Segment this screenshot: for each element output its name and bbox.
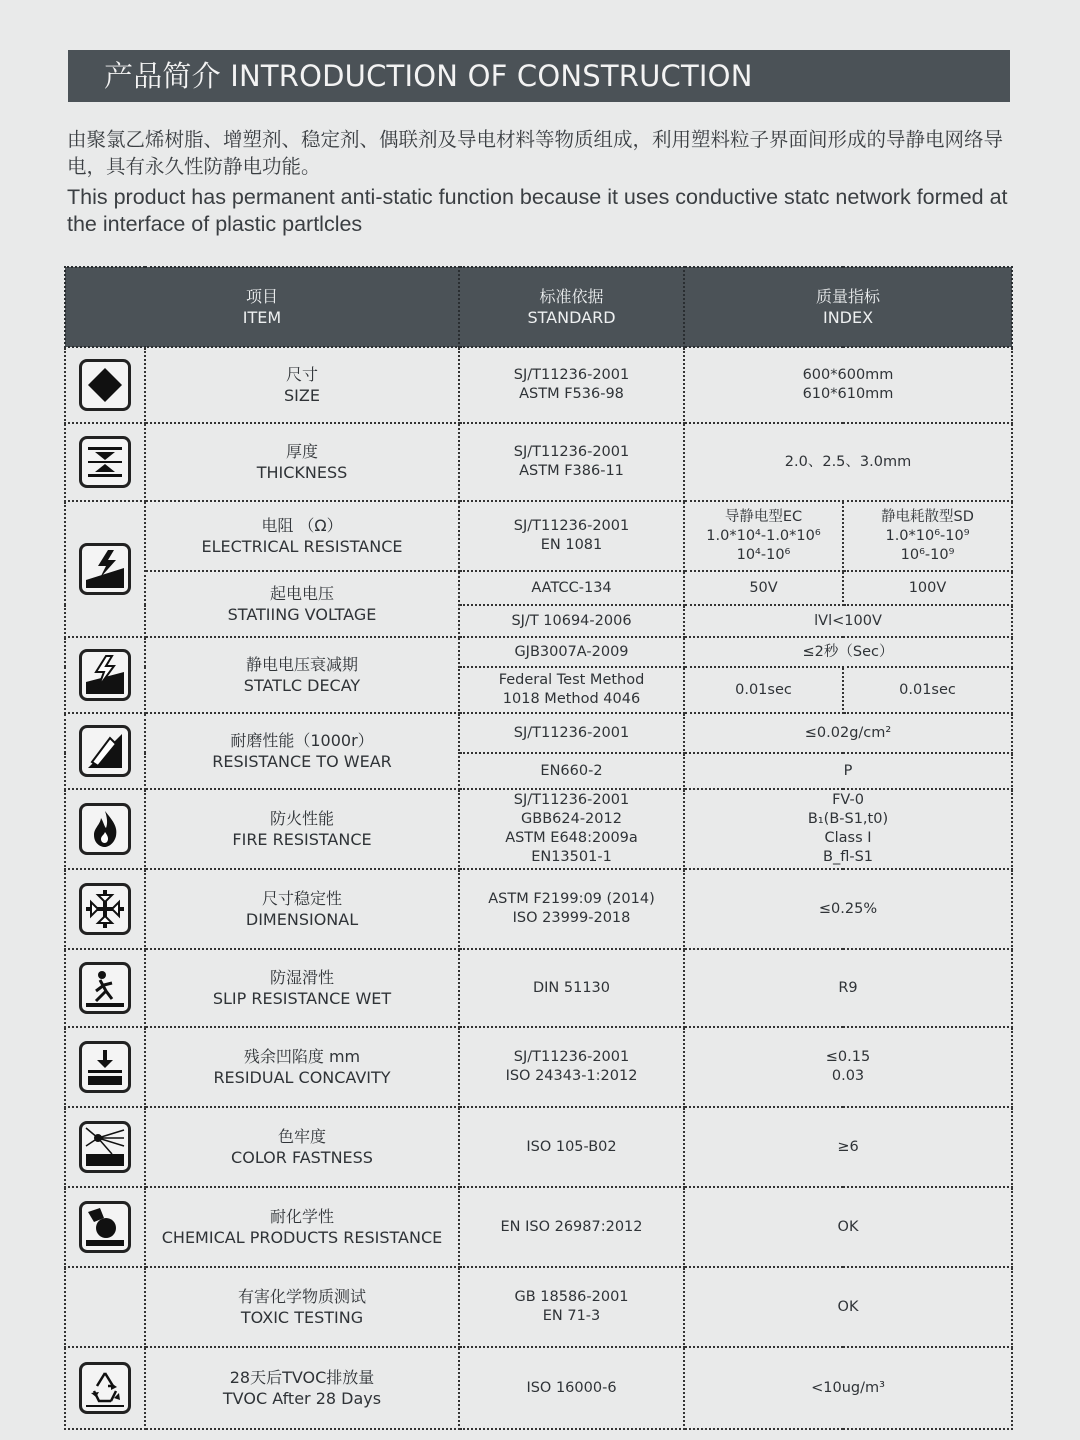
standard-tvoc: ISO 16000-6 <box>459 1347 684 1429</box>
item-dimensional: 尺寸稳定性 DIMENSIONAL <box>145 869 459 949</box>
lightning-decay-icon <box>79 649 131 701</box>
table-row <box>65 347 1012 423</box>
recycle-icon <box>79 1362 131 1414</box>
intro-text-cn: 由聚氯乙烯树脂、增塑剂、稳定剂、偶联剂及导电材料等物质组成，利用塑料粒子界面间形成的导静电网络导电，具有永久性防静电功能。 <box>67 128 1004 178</box>
table-row <box>65 869 1012 949</box>
lightning-floor-icon <box>79 543 131 595</box>
standard-resistance: SJ/T11236-2001 EN 1081 <box>459 501 684 571</box>
table-row <box>65 1187 1012 1267</box>
sunlight-icon <box>79 1121 131 1173</box>
item-wear: 耐磨性能（1000r） RESISTANCE TO WEAR <box>145 713 459 789</box>
resistance-icon-cell <box>65 501 145 637</box>
intro-text-en: This product has permanent anti-static function because it uses conductive statc network formed at the interface of plastic partlcles <box>67 185 1008 236</box>
table-row <box>65 423 1012 501</box>
table-row <box>65 949 1012 1027</box>
index-voltage-sd: 100V <box>843 571 1012 605</box>
table-header-row <box>65 267 1012 347</box>
diamond-size-icon <box>79 359 131 411</box>
concavity-icon-cell <box>65 1027 145 1107</box>
index-resistance-ec: 导静电型EC 1.0*10⁴-1.0*10⁶ 10⁴-10⁶ <box>684 501 843 571</box>
item-decay: 静电电压衰减期 STATLC DECAY <box>145 637 459 713</box>
item-thickness: 厚度 THICKNESS <box>145 423 459 501</box>
index-resistance-sd: 静电耗散型SD 1.0*10⁶-10⁹ 10⁶-10⁹ <box>843 501 1012 571</box>
page-title: 产品简介 INTRODUCTION OF CONSTRUCTION <box>68 50 1010 102</box>
standard-thickness: SJ/T11236-2001 ASTM F386-11 <box>459 423 684 501</box>
index-thickness: 2.0、2.5、3.0mm <box>684 423 1012 501</box>
table-row <box>65 637 1012 667</box>
index-toxic: OK <box>684 1267 1012 1347</box>
standard-concavity: SJ/T11236-2001 ISO 24343-1:2012 <box>459 1027 684 1107</box>
header-standard: 标准依据 STANDARD <box>459 267 684 347</box>
item-tvoc: 28天后TVOC排放量 TVOC After 28 Days <box>145 1347 459 1429</box>
index-decay-sd: 0.01sec <box>843 667 1012 713</box>
standard-voltage-2: SJ/T 10694-2006 <box>459 605 684 637</box>
item-slip: 防湿滑性 SLIP RESISTANCE WET <box>145 949 459 1027</box>
decay-icon-cell <box>65 637 145 713</box>
index-fire: FV-0 B₁(B-S1,t0) Class I B_fl-S1 <box>684 789 1012 869</box>
item-toxic: 有害化学物质测试 TOXIC TESTING <box>145 1267 459 1347</box>
expand-arrows-icon <box>79 883 131 935</box>
index-voltage-2: lVl<100V <box>684 605 1012 637</box>
flame-icon <box>79 803 131 855</box>
header-item: 项目 ITEM <box>65 267 459 347</box>
chemical-flask-icon <box>79 1201 131 1253</box>
fire-icon-cell <box>65 789 145 869</box>
index-chemical: OK <box>684 1187 1012 1267</box>
item-fire: 防火性能 FIRE RESISTANCE <box>145 789 459 869</box>
size-icon-cell <box>65 347 145 423</box>
index-decay-1: ≤2秒（Sec） <box>684 637 1012 667</box>
standard-voltage-1: AATCC-134 <box>459 571 684 605</box>
standard-decay-1: GJB3007A-2009 <box>459 637 684 667</box>
standard-color: ISO 105-B02 <box>459 1107 684 1187</box>
wear-icon-cell <box>65 713 145 789</box>
table-row <box>65 1027 1012 1107</box>
index-wear-1: ≤0.02g/cm² <box>684 713 1012 753</box>
table-row <box>65 1347 1012 1429</box>
index-slip: R9 <box>684 949 1012 1027</box>
item-color: 色牢度 COLOR FASTNESS <box>145 1107 459 1187</box>
table-row <box>65 571 1012 605</box>
table-row <box>65 789 1012 869</box>
index-tvoc: <10ug/m³ <box>684 1347 1012 1429</box>
standard-fire: SJ/T11236-2001 GBB624-2012 ASTM E648:2009a EN13501-1 <box>459 789 684 869</box>
item-resistance: 电阻 （Ω） ELECTRICAL RESISTANCE <box>145 501 459 571</box>
dimensional-icon-cell <box>65 869 145 949</box>
standard-size: SJ/T11236-2001 ASTM F536-98 <box>459 347 684 423</box>
standard-wear-2: EN660-2 <box>459 753 684 789</box>
toxic-icon-cell <box>65 1267 145 1347</box>
spec-table <box>64 266 1013 1430</box>
chemical-icon-cell <box>65 1187 145 1267</box>
table-row <box>65 1107 1012 1187</box>
index-concavity: ≤0.15 0.03 <box>684 1027 1012 1107</box>
standard-toxic: GB 18586-2001 EN 71-3 <box>459 1267 684 1347</box>
slip-icon-cell <box>65 949 145 1027</box>
table-row <box>65 1267 1012 1347</box>
table-row <box>65 713 1012 753</box>
item-concavity: 残余凹陷度 mm RESIDUAL CONCAVITY <box>145 1027 459 1107</box>
index-decay-ec: 0.01sec <box>684 667 843 713</box>
tvoc-icon-cell <box>65 1347 145 1429</box>
compress-arrows-icon <box>79 436 131 488</box>
item-size: 尺寸 SIZE <box>145 347 459 423</box>
color-icon-cell <box>65 1107 145 1187</box>
index-color: ≥6 <box>684 1107 1012 1187</box>
table-row <box>65 501 1012 571</box>
slip-person-icon <box>79 962 131 1014</box>
indent-arrow-icon <box>79 1041 131 1093</box>
header-index: 质量指标 INDEX <box>684 267 1012 347</box>
standard-chemical: EN ISO 26987:2012 <box>459 1187 684 1267</box>
index-size: 600*600mm 610*610mm <box>684 347 1012 423</box>
standard-decay-2: Federal Test Method 1018 Method 4046 <box>459 667 684 713</box>
standard-dimensional: ASTM F2199:09 (2014) ISO 23999-2018 <box>459 869 684 949</box>
wear-pen-icon <box>79 725 131 777</box>
thickness-icon-cell <box>65 423 145 501</box>
index-voltage-ec: 50V <box>684 571 843 605</box>
standard-slip: DIN 51130 <box>459 949 684 1027</box>
item-voltage: 起电电压 STATIING VOLTAGE <box>145 571 459 637</box>
index-wear-2: P <box>684 753 1012 789</box>
standard-wear-1: SJ/T11236-2001 <box>459 713 684 753</box>
index-dimensional: ≤0.25% <box>684 869 1012 949</box>
item-chemical: 耐化学性 CHEMICAL PRODUCTS RESISTANCE <box>145 1187 459 1267</box>
